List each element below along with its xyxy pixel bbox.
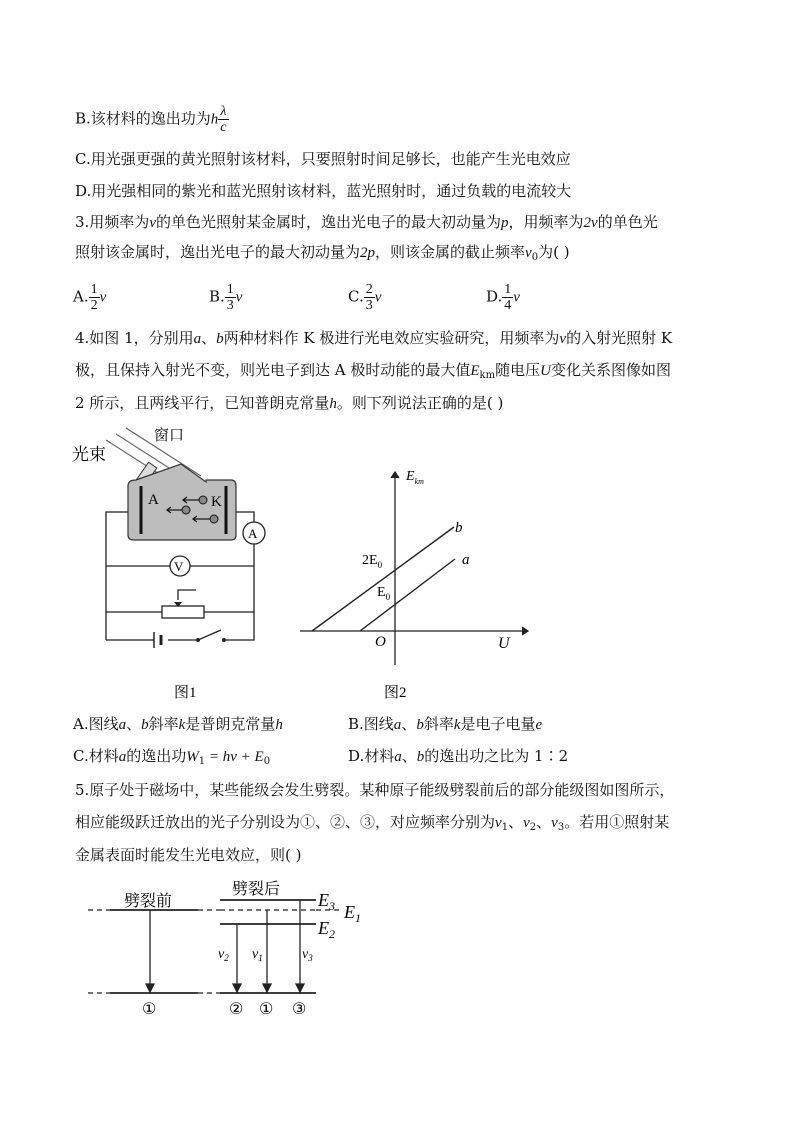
text: 、 xyxy=(126,715,142,733)
rheostat xyxy=(162,606,204,618)
numerator: 1 xyxy=(226,282,234,297)
text: 。若用①照射某 xyxy=(564,813,670,831)
h: h xyxy=(329,396,337,412)
fraction xyxy=(502,282,513,313)
nu: ν xyxy=(513,289,520,306)
E: E xyxy=(406,469,415,484)
energy-level-diagram xyxy=(80,872,380,1022)
sub: 3 xyxy=(329,899,335,913)
text: 4.如图 1，分别用 xyxy=(75,329,194,347)
nu: ν xyxy=(99,289,107,306)
text: 斜率 xyxy=(148,715,179,733)
a: a xyxy=(393,717,402,733)
text: 的逸出功之比为 1∶2 xyxy=(424,747,569,765)
text: C.材料 xyxy=(73,747,119,765)
sub: 2 xyxy=(224,953,229,963)
h: h xyxy=(275,717,283,733)
fraction xyxy=(364,282,375,313)
p: p xyxy=(501,215,509,231)
e: e xyxy=(535,717,543,733)
before-split-label: 劈裂前 xyxy=(124,893,173,910)
km: km xyxy=(414,477,424,486)
line-b-label: b xyxy=(455,520,463,536)
photon-2-label: ② xyxy=(229,1001,244,1018)
figure2-caption: 图2 xyxy=(384,685,407,701)
text: A.图线 xyxy=(73,715,119,733)
denominator: 2 xyxy=(90,298,98,313)
text: 、 xyxy=(401,715,417,733)
text: 是普朗克常量 xyxy=(185,715,276,733)
label: B. xyxy=(209,287,225,306)
text: 的入射光照射 K xyxy=(566,329,673,347)
text: 随电压 xyxy=(495,361,541,379)
nu: ν xyxy=(523,815,530,831)
q5-stem-line2 xyxy=(75,812,669,838)
U: U xyxy=(540,363,551,379)
b: b xyxy=(141,717,149,733)
q4-option-c xyxy=(73,746,270,772)
nu1-label xyxy=(252,947,263,963)
text: 的单色光 xyxy=(597,213,658,231)
q2-option-d: D.用光强相同的紫光和蓝光照射该材料，蓝光照射时，通过负载的电流较大 xyxy=(75,182,572,200)
q2-option-b xyxy=(75,104,229,135)
numerator: λ xyxy=(218,104,228,120)
fraction-lambda-over-c xyxy=(218,104,228,135)
nu3-label xyxy=(302,947,313,963)
a: a xyxy=(394,749,402,765)
text: D.材料 xyxy=(348,747,395,765)
q2-option-b-text: B.该材料的逸出功为 xyxy=(75,109,211,128)
anode-label: A xyxy=(148,492,159,508)
text: ，用频率为 xyxy=(508,213,584,231)
val: 2E xyxy=(362,553,378,568)
tick-2e0 xyxy=(362,553,383,570)
nu: ν xyxy=(149,215,156,231)
W: W xyxy=(186,749,199,765)
denominator: 3 xyxy=(365,298,373,313)
nu2-label xyxy=(218,947,229,963)
text: 斜率 xyxy=(423,715,454,733)
tick-e0 xyxy=(377,585,391,602)
line-a-label: a xyxy=(462,552,470,568)
nu: ν xyxy=(252,947,259,962)
fraction xyxy=(225,282,236,313)
two-p: 2p xyxy=(360,245,376,261)
y-axis-label xyxy=(405,469,424,486)
text: 、 xyxy=(536,813,552,831)
text: 、 xyxy=(508,813,524,831)
q3-option-c xyxy=(348,282,381,313)
text: 照射该金属时，逸出光电子的最大初动量为 xyxy=(75,243,361,261)
nu: ν xyxy=(551,815,558,831)
denominator: 3 xyxy=(226,298,234,313)
photon-1-label: ① xyxy=(142,1001,157,1018)
b: b xyxy=(416,749,425,765)
sub: 1 xyxy=(198,756,206,767)
text: 极，且保持入射光不变，则光电子到达 A 极时动能的最大值 xyxy=(75,361,471,379)
text: B.图线 xyxy=(348,715,394,733)
switch xyxy=(196,630,226,642)
q4-option-d xyxy=(348,746,568,767)
denominator: c xyxy=(220,120,227,135)
e1-label xyxy=(343,902,361,925)
q4-option-a xyxy=(73,714,283,735)
nu: ν xyxy=(495,815,502,831)
E: E xyxy=(318,890,329,910)
label: C. xyxy=(348,287,364,306)
q2-option-c: C.用光强更强的黄光照射该材料，只要照射时间足够长，也能产生光电效应 xyxy=(75,150,571,168)
numerator: 2 xyxy=(365,282,373,297)
e3-label xyxy=(317,890,335,913)
e2-label xyxy=(317,918,335,941)
nu: ν xyxy=(302,947,309,962)
q4-stem-line3 xyxy=(75,393,503,414)
text: 变化关系图像如图 xyxy=(550,361,671,379)
formula: = hν + E xyxy=(205,749,264,765)
nu: ν xyxy=(218,947,225,962)
E: E xyxy=(344,902,355,922)
sub: 0 xyxy=(377,560,383,570)
k: k xyxy=(453,717,461,733)
nu: ν xyxy=(559,331,567,347)
b: b xyxy=(416,717,424,733)
cathode-label: K xyxy=(211,494,222,510)
numerator: 1 xyxy=(90,282,98,297)
text: 两种材料作 K 极进行光电效应实验研究，用频率为 xyxy=(223,329,560,347)
line-b xyxy=(312,527,454,631)
light-beam-label: 光束 xyxy=(72,445,106,464)
b: b xyxy=(216,331,224,347)
q4-stem-line1 xyxy=(75,328,672,349)
sub: 0 xyxy=(263,756,271,767)
figure1-apparatus xyxy=(66,420,296,720)
after-split-label: 劈裂后 xyxy=(232,881,281,898)
text: 3.用频率为 xyxy=(75,213,150,231)
photon-1-after-label: ① xyxy=(259,1001,274,1018)
photon-3-label: ③ xyxy=(292,1001,307,1018)
sub: 1 xyxy=(258,953,263,963)
q3-stem-line1 xyxy=(75,212,658,233)
text: 的单色光照射某金属时，逸出光电子的最大初动量为 xyxy=(155,213,501,231)
label: D. xyxy=(486,287,503,306)
origin-label: O xyxy=(375,634,386,650)
two-nu: 2ν xyxy=(583,215,598,231)
a: a xyxy=(118,749,127,765)
window-label: 窗口 xyxy=(154,428,185,444)
q3-stem-line2 xyxy=(75,242,570,268)
x-axis-label: U xyxy=(498,635,510,652)
a: a xyxy=(118,717,127,733)
q3-option-a xyxy=(73,282,106,313)
E: E xyxy=(318,918,329,938)
sub: 1 xyxy=(501,822,509,833)
nu: ν xyxy=(525,245,532,261)
denominator: 4 xyxy=(504,298,512,313)
text: 、 xyxy=(201,329,217,347)
q3-option-b xyxy=(209,282,242,313)
figure2-graph xyxy=(290,460,540,720)
nu: ν xyxy=(374,289,382,306)
q4-option-b xyxy=(348,714,542,735)
sub: 3 xyxy=(557,822,565,833)
text: ，则该金属的截止频率 xyxy=(375,243,526,261)
text: 相应能级跃迁放出的光子分别设为①、②、③，对应频率分别为 xyxy=(75,813,496,831)
battery xyxy=(154,632,161,648)
sub: 2 xyxy=(329,927,335,941)
voltmeter-label: V xyxy=(174,559,184,574)
text: 、 xyxy=(401,747,417,765)
nu: ν xyxy=(235,289,243,306)
text: 是电子电量 xyxy=(460,715,536,733)
text: 2 所示，且两线平行，已知普朗克常量 xyxy=(75,394,330,412)
text: 。则下列说法正确的是( ) xyxy=(336,394,504,412)
sub: 0 xyxy=(531,252,539,263)
q5-stem-line1: 5.原子处于磁场中，某些能级会发生劈裂。某种原子能级劈裂前后的部分能级图如图所示， xyxy=(75,781,675,799)
val: E xyxy=(377,585,386,600)
numerator: 1 xyxy=(504,282,512,297)
sub: 3 xyxy=(308,953,313,963)
q5-stem-line3: 金属表面时能发生光电效应，则( ) xyxy=(75,846,302,864)
sub: 2 xyxy=(529,822,537,833)
axes xyxy=(300,472,528,665)
ammeter-label: A xyxy=(248,526,258,541)
q3-option-d xyxy=(486,282,520,313)
k: k xyxy=(178,717,186,733)
planck-h: h xyxy=(210,111,219,128)
transition-arrows xyxy=(146,900,304,992)
q4-stem-line2 xyxy=(75,360,671,386)
line-a xyxy=(360,559,455,631)
fraction xyxy=(89,282,100,313)
sub: 1 xyxy=(355,911,361,925)
label: A. xyxy=(73,287,89,306)
text: 为( ) xyxy=(538,243,570,261)
sub: km xyxy=(479,370,496,381)
sub: 0 xyxy=(385,592,391,602)
E: E xyxy=(470,363,480,379)
figure1-caption: 图1 xyxy=(174,685,197,701)
text: 的逸出功 xyxy=(126,747,187,765)
a: a xyxy=(193,331,202,347)
